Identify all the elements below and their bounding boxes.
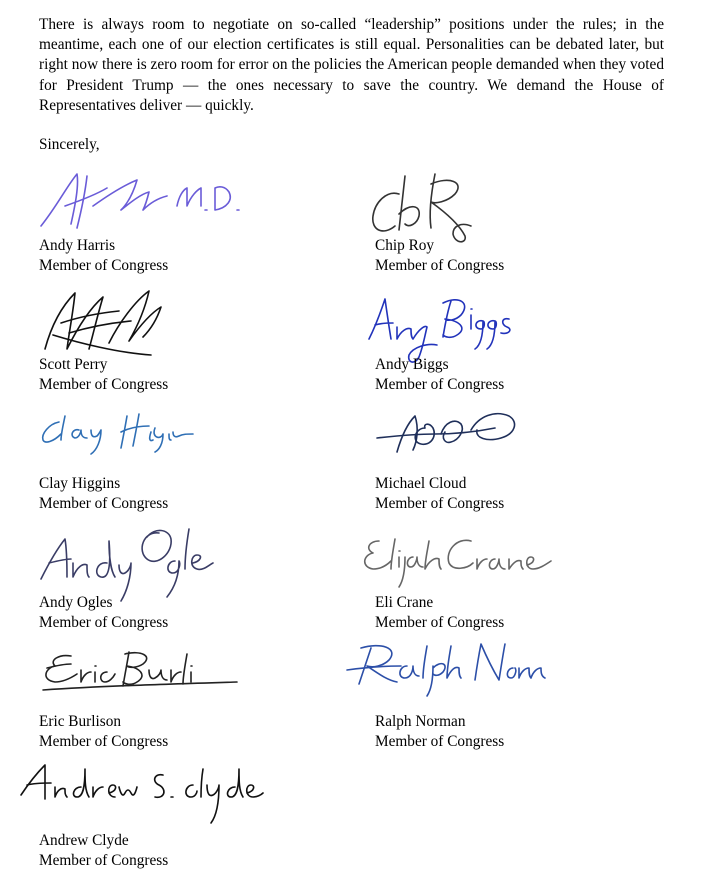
signer-name: Michael Cloud bbox=[375, 475, 467, 492]
signature-ralph-norman bbox=[341, 640, 551, 700]
signature-michael-cloud bbox=[375, 408, 525, 458]
signature-andrew-clyde bbox=[17, 759, 267, 829]
signer-title: Member of Congress bbox=[39, 733, 169, 750]
signature-eli-crane bbox=[359, 531, 559, 591]
signer-name: Eric Burlison bbox=[39, 713, 121, 730]
signer-title: Member of Congress bbox=[39, 852, 169, 869]
signer-title: Member of Congress bbox=[375, 733, 505, 750]
closing-salutation: Sincerely, bbox=[39, 136, 100, 153]
signature-clay-higgins bbox=[39, 408, 199, 458]
signer-title: Member of Congress bbox=[375, 376, 505, 393]
signer-name: Chip Roy bbox=[375, 237, 435, 254]
signer-name: Scott Perry bbox=[39, 356, 108, 373]
signer-title: Member of Congress bbox=[375, 614, 505, 631]
signer-title: Member of Congress bbox=[39, 376, 169, 393]
letter-body-paragraph: There is always room to negotiate on so-called “leadership” positions under the rules; in the meantime, each one of our election certificates is still equal. Personalities can be debated later, but right now there is zero room for error on the policies the American people demanded when they voted for President Trump — the ones necessary to save the country. We demand the House of Representatives deliver — quickly. bbox=[39, 16, 664, 114]
signer-name: Eli Crane bbox=[375, 594, 434, 611]
signer-name: Andrew Clyde bbox=[39, 832, 129, 849]
signer-title: Member of Congress bbox=[39, 257, 169, 274]
signer-name: Andy Harris bbox=[39, 237, 116, 254]
signer-name: Andy Biggs bbox=[375, 356, 449, 373]
signature-eric-burlison bbox=[41, 646, 241, 696]
signer-name: Ralph Norman bbox=[375, 713, 466, 730]
signer-name: Clay Higgins bbox=[39, 475, 121, 492]
signer-title: Member of Congress bbox=[375, 257, 505, 274]
signature-andy-harris bbox=[37, 166, 247, 246]
signer-title: Member of Congress bbox=[39, 614, 169, 631]
signer-title: Member of Congress bbox=[375, 495, 505, 512]
signer-title: Member of Congress bbox=[39, 495, 169, 512]
signature-scott-perry bbox=[39, 283, 169, 363]
signer-name: Andy Ogles bbox=[39, 594, 113, 611]
